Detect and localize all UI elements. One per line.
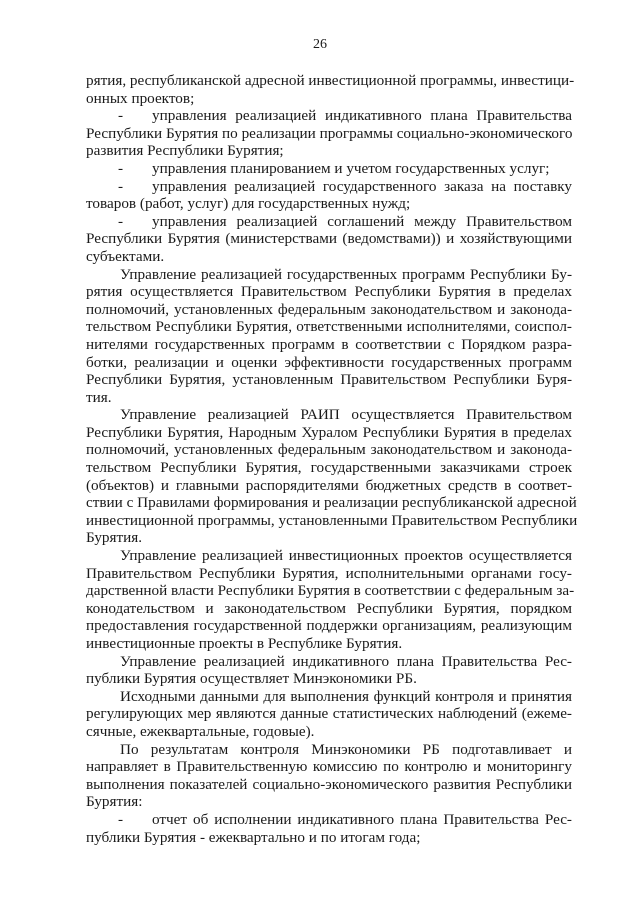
text-line <box>86 230 572 248</box>
text-line <box>86 441 572 459</box>
text-line <box>86 90 572 108</box>
text-line <box>86 318 572 336</box>
line-text: развития Республики Бурятия; <box>86 142 284 160</box>
text-line <box>86 266 572 284</box>
text-line <box>86 741 572 759</box>
text-line <box>86 582 575 600</box>
line-text: публики Бурятия - ежеквартально и по итогам года; <box>86 828 421 846</box>
text-line <box>86 195 572 213</box>
page-number: 26 <box>313 37 327 52</box>
line-text: инвестиционной программы, установленными Правительством Республики <box>86 511 578 529</box>
line-text: сячные, ежеквартальные, годовые). <box>86 722 315 740</box>
line-text: регулирующих мер являются данные статистических наблюдений (ежеме- <box>86 705 572 723</box>
line-text: направляет в Правительственную комиссию по контролю и мониторингу <box>86 758 572 776</box>
text-line <box>86 72 575 90</box>
line-text: тельством Республики Бурятия, государственными заказчиками строек <box>86 459 572 477</box>
line-text: Республики Бурятия, установленным Правительством Республики Буря- <box>86 371 572 389</box>
text-line <box>86 653 572 671</box>
text-line <box>86 600 572 618</box>
line-text: рятия осуществляется Правительством Республики Бурятия в пределах <box>86 283 572 301</box>
text-line <box>86 213 572 231</box>
list-dash: - <box>118 810 124 828</box>
list-dash: - <box>118 177 124 195</box>
text-line <box>86 248 572 266</box>
line-text: онных проектов; <box>86 89 195 107</box>
line-text: публики Бурятия осуществляет Минэкономики РБ. <box>86 670 417 688</box>
line-text: управления планированием и учетом государственных услуг; <box>152 159 550 177</box>
line-text: субъектами. <box>86 247 165 265</box>
text-line <box>86 688 572 706</box>
list-dash: - <box>118 212 124 230</box>
text-line <box>86 142 572 160</box>
line-text: Республики Бурятия (министерствами (ведомствами)) и хозяйствующими <box>86 230 572 248</box>
text-line <box>86 283 572 301</box>
line-text: Управление реализацией государственных программ Республики Бу- <box>120 265 572 283</box>
line-text: Исходными данными для выполнения функций контроля и принятия <box>120 687 572 705</box>
text-line <box>86 371 572 389</box>
line-text: выполнения показателей социально-экономического развития Республики <box>86 775 572 793</box>
line-text: Республики Бурятия по реализации программы социально-экономического <box>86 124 573 142</box>
text-line <box>86 160 572 178</box>
line-text: ствии с Правилами формирования и реализации республиканской адресной <box>86 494 577 512</box>
text-line <box>86 529 572 547</box>
text-line <box>86 705 572 723</box>
line-text: Бурятия. <box>86 529 143 547</box>
text-line <box>86 494 577 512</box>
text-line <box>86 758 572 776</box>
text-line <box>86 617 572 635</box>
text-line <box>86 406 572 424</box>
text-line <box>86 635 572 653</box>
line-text: Бурятия: <box>86 793 143 811</box>
line-text: ботки, реализации и оценки эффективности государственных программ <box>86 353 572 371</box>
text-line <box>86 178 572 196</box>
text-line <box>86 723 572 741</box>
text-line <box>86 547 572 565</box>
text-line <box>86 477 572 495</box>
line-text: тия. <box>86 388 112 406</box>
line-text: рятия, республиканской адресной инвестиционной программы, инвестици- <box>86 72 575 89</box>
line-text: конодательством и законодательством Республики Бурятия, порядком <box>86 599 572 617</box>
list-dash: - <box>118 159 124 177</box>
text-line <box>86 301 572 319</box>
text-line <box>86 811 572 829</box>
line-text: тельством Республики Бурятия, ответственными исполнителями, соиспол- <box>86 318 572 336</box>
line-text: управления реализацией государственного заказа на поставку <box>152 177 572 195</box>
line-text: дарственной власти Республики Бурятия в соответствии с федеральным за- <box>86 582 575 600</box>
text-line <box>86 829 572 847</box>
text-line <box>86 511 578 530</box>
text-line <box>86 354 572 372</box>
line-text: отчет об исполнении индикативного плана Правительства Рес- <box>152 810 572 828</box>
line-text: управления реализацией соглашений между Правительством <box>152 212 572 230</box>
list-dash: - <box>118 107 124 125</box>
text-line <box>86 125 572 143</box>
line-text: По результатам контроля Минэкономики РБ подготавливает и <box>120 740 572 758</box>
line-text: управления реализацией индикативного плана Правительства <box>152 107 572 125</box>
line-text: инвестиционные проекты в Республике Бурятия. <box>86 635 403 652</box>
line-text: (объектов) и главными распорядителями бюджетных средств в соответ- <box>86 476 572 494</box>
text-line <box>86 107 572 125</box>
line-text: предоставления государственной поддержки организациям, реализующим <box>86 617 572 635</box>
text-line <box>86 776 572 794</box>
line-text: Управление реализацией РАИП осуществляется Правительством <box>120 406 572 424</box>
text-line <box>86 389 572 407</box>
text-line <box>86 565 572 583</box>
text-line <box>86 670 572 688</box>
text-line <box>86 793 572 811</box>
line-text: нителями государственных программ в соответствии с Порядком разра- <box>86 335 572 353</box>
line-text: товаров (работ, услуг) для государственных нужд; <box>86 195 411 213</box>
text-line <box>86 336 572 354</box>
line-text: Республики Бурятия, Народным Хуралом Республики Бурятия в пределах <box>86 423 572 441</box>
line-text: полномочий, установленных федеральным законодательством и законода- <box>86 300 572 318</box>
line-text: полномочий, установленных федеральным законодательством и законода- <box>86 441 572 459</box>
text-line <box>86 459 572 477</box>
line-text: Правительством Республики Бурятия, исполнительными органами госу- <box>86 564 572 582</box>
text-line <box>86 424 572 442</box>
line-text: Управление реализацией индикативного плана Правительства Рес- <box>120 652 572 670</box>
line-text: Управление реализацией инвестиционных проектов осуществляется <box>120 547 572 565</box>
document-body <box>86 72 578 846</box>
